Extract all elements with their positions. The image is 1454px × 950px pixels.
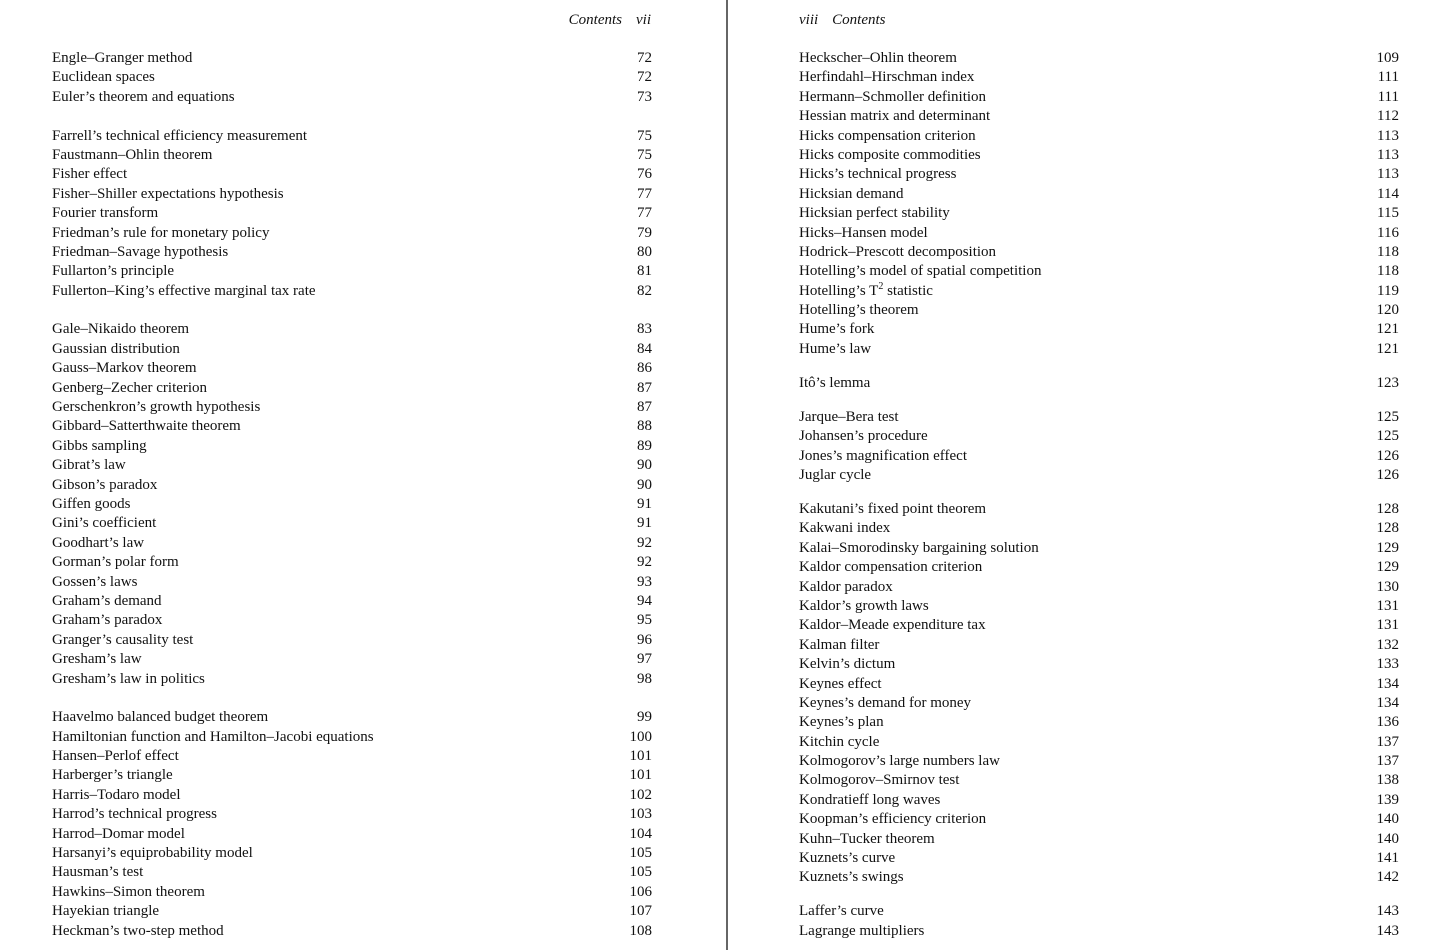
entry-title: Heckscher–Ohlin theorem bbox=[799, 50, 957, 66]
right-header-page-number: viii bbox=[799, 12, 819, 28]
contents-entry[interactable] bbox=[52, 340, 652, 359]
entry-title: Harberger’s triangle bbox=[52, 767, 173, 784]
entry-page-number: 87 bbox=[637, 379, 652, 396]
entry-title: Hausman’s test bbox=[52, 864, 144, 881]
entry-title: Fisher–Shiller expectations hypothesis bbox=[52, 185, 284, 202]
right-contents-list bbox=[799, 49, 1399, 941]
contents-group bbox=[52, 708, 652, 941]
entry-title: Fullarton’s principle bbox=[52, 263, 175, 280]
entry-page-number: 101 bbox=[629, 767, 652, 784]
contents-entry[interactable] bbox=[52, 883, 652, 902]
contents-entry[interactable] bbox=[799, 539, 1399, 558]
left-contents-list bbox=[52, 49, 652, 941]
entry-page-number: 95 bbox=[637, 612, 652, 629]
left-header-label: Contents bbox=[568, 12, 622, 28]
entry-page-number: 107 bbox=[629, 903, 652, 920]
contents-entry[interactable] bbox=[799, 49, 1399, 68]
contents-entry[interactable] bbox=[799, 578, 1399, 597]
entry-title: Hicks compensation criterion bbox=[799, 127, 976, 144]
entry-title: Gibbs sampling bbox=[52, 437, 147, 454]
entry-page-number: 72 bbox=[637, 69, 652, 86]
contents-entry[interactable] bbox=[52, 127, 652, 146]
entry-title: Hotelling’s model of spatial competition bbox=[799, 263, 1042, 280]
entry-title: Engle–Granger method bbox=[52, 50, 193, 66]
entry-page-number: 80 bbox=[637, 243, 652, 260]
right-running-head bbox=[799, 12, 886, 29]
entry-title: Kaldor–Meade expenditure tax bbox=[799, 617, 986, 634]
entry-page-number: 138 bbox=[1376, 772, 1399, 789]
entry-page-number: 77 bbox=[637, 205, 652, 222]
entry-page-number: 90 bbox=[637, 457, 652, 474]
entry-page-number: 121 bbox=[1376, 321, 1399, 338]
entry-page-number: 105 bbox=[629, 864, 652, 881]
contents-entry[interactable] bbox=[52, 398, 652, 417]
contents-entry[interactable] bbox=[52, 786, 652, 805]
contents-entry[interactable] bbox=[799, 282, 1399, 301]
contents-entry[interactable] bbox=[799, 107, 1399, 126]
contents-entry[interactable] bbox=[52, 185, 652, 204]
entry-page-number: 142 bbox=[1376, 869, 1399, 886]
entry-title: Gini’s coefficient bbox=[52, 515, 157, 532]
entry-title: Harrod’s technical progress bbox=[52, 806, 217, 823]
entry-title: Kakwani index bbox=[799, 520, 891, 537]
contents-entry[interactable] bbox=[52, 553, 652, 572]
entry-title: Jarque–Bera test bbox=[799, 408, 899, 425]
entry-page-number: 132 bbox=[1376, 636, 1399, 653]
entry-page-number: 92 bbox=[637, 534, 652, 551]
entry-title: Hicks–Hansen model bbox=[799, 224, 928, 241]
right-header-label: Contents bbox=[832, 12, 886, 28]
contents-entry[interactable] bbox=[52, 708, 652, 727]
entry-page-number: 125 bbox=[1376, 408, 1399, 425]
entry-page-number: 123 bbox=[1376, 374, 1399, 391]
contents-entry[interactable] bbox=[799, 224, 1399, 243]
contents-entry[interactable] bbox=[799, 791, 1399, 810]
entry-title: Friedman’s rule for monetary policy bbox=[52, 224, 270, 241]
entry-title: Goodhart’s law bbox=[52, 534, 145, 551]
entry-title: Keynes’s demand for money bbox=[799, 694, 972, 711]
entry-page-number: 79 bbox=[637, 224, 652, 241]
group-gap bbox=[52, 301, 652, 320]
contents-entry[interactable] bbox=[52, 456, 652, 475]
contents-entry[interactable] bbox=[799, 849, 1399, 868]
entry-title: Euler’s theorem and equations bbox=[52, 88, 235, 105]
left-running-head bbox=[569, 12, 651, 29]
contents-entry[interactable] bbox=[799, 204, 1399, 223]
entry-page-number: 87 bbox=[637, 399, 652, 416]
entry-page-number: 104 bbox=[629, 825, 652, 842]
entry-title: Gresham’s law bbox=[52, 651, 142, 668]
entry-page-number: 128 bbox=[1376, 500, 1399, 517]
entry-page-number: 140 bbox=[1376, 811, 1399, 828]
entry-page-number: 91 bbox=[637, 495, 652, 512]
entry-page-number: 131 bbox=[1376, 597, 1399, 614]
entry-page-number: 105 bbox=[629, 845, 652, 862]
entry-title: Harsanyi’s equiprobability model bbox=[52, 845, 253, 862]
entry-page-number: 81 bbox=[637, 263, 652, 280]
entry-title: Gerschenkron’s growth hypothesis bbox=[52, 399, 261, 416]
entry-title: Hotelling’s theorem bbox=[799, 302, 919, 319]
entry-page-number: 94 bbox=[637, 592, 652, 609]
entry-page-number: 126 bbox=[1376, 467, 1399, 483]
contents-entry[interactable] bbox=[52, 844, 652, 863]
contents-group bbox=[799, 374, 1399, 393]
entry-title: Hayekian triangle bbox=[52, 903, 160, 920]
entry-title: Fullerton–King’s effective marginal tax rate bbox=[52, 282, 316, 299]
contents-entry[interactable] bbox=[799, 902, 1399, 921]
contents-entry[interactable] bbox=[799, 771, 1399, 790]
group-gap bbox=[799, 359, 1399, 374]
entry-title: Gauss–Markov theorem bbox=[52, 360, 197, 377]
entry-page-number: 139 bbox=[1376, 791, 1399, 808]
entry-title: Jones’s magnification effect bbox=[799, 447, 968, 464]
entry-page-number: 90 bbox=[637, 476, 652, 493]
entry-page-number: 140 bbox=[1376, 830, 1399, 847]
entry-page-number: 120 bbox=[1376, 302, 1399, 319]
entry-title: Fourier transform bbox=[52, 205, 159, 222]
contents-entry[interactable] bbox=[799, 262, 1399, 281]
entry-title: Giffen goods bbox=[52, 495, 131, 512]
entry-title: Hicks’s technical progress bbox=[799, 166, 957, 183]
entry-title: Hermann–Schmoller definition bbox=[799, 88, 987, 105]
contents-entry[interactable] bbox=[799, 301, 1399, 320]
contents-entry[interactable] bbox=[799, 830, 1399, 849]
contents-entry[interactable] bbox=[799, 427, 1399, 446]
contents-entry[interactable] bbox=[799, 68, 1399, 87]
contents-entry[interactable] bbox=[52, 825, 652, 844]
contents-entry[interactable] bbox=[52, 670, 652, 689]
contents-entry[interactable] bbox=[52, 417, 652, 436]
contents-group bbox=[52, 49, 652, 107]
contents-entry[interactable] bbox=[52, 437, 652, 456]
left-header-page-number: vii bbox=[636, 12, 651, 28]
entry-title: Gibson’s paradox bbox=[52, 476, 158, 493]
entry-page-number: 136 bbox=[1376, 714, 1399, 731]
entry-title: Itô’s lemma bbox=[799, 374, 871, 391]
entry-title: Hicksian perfect stability bbox=[799, 205, 950, 222]
contents-group bbox=[52, 320, 652, 688]
entry-page-number: 130 bbox=[1376, 578, 1399, 595]
entry-title: Laffer’s curve bbox=[799, 903, 884, 920]
group-gap bbox=[799, 888, 1399, 903]
contents-entry[interactable] bbox=[52, 476, 652, 495]
entry-title: Koopman’s efficiency criterion bbox=[799, 811, 987, 828]
contents-entry[interactable] bbox=[52, 863, 652, 882]
entry-title: Kolmogorov–Smirnov test bbox=[799, 772, 960, 789]
entry-title: Kakutani’s fixed point theorem bbox=[799, 500, 987, 517]
contents-group bbox=[799, 301, 1399, 359]
entry-title: Friedman–Savage hypothesis bbox=[52, 243, 229, 260]
entry-title: Farrell’s technical efficiency measurement bbox=[52, 127, 308, 144]
entry-title: Kalman filter bbox=[799, 636, 880, 653]
entry-title: Haavelmo balanced budget theorem bbox=[52, 709, 269, 726]
contents-entry[interactable] bbox=[799, 810, 1399, 829]
contents-entry[interactable] bbox=[52, 204, 652, 223]
entry-title: Juglar cycle bbox=[799, 467, 872, 483]
entry-page-number: 121 bbox=[1376, 340, 1399, 357]
entry-title bbox=[799, 282, 933, 301]
entry-page-number: 88 bbox=[637, 418, 652, 435]
contents-entry[interactable] bbox=[799, 616, 1399, 635]
entry-title: Gaussian distribution bbox=[52, 340, 180, 357]
contents-entry[interactable] bbox=[52, 805, 652, 824]
entry-title: Hansen–Perlof effect bbox=[52, 748, 179, 765]
entry-page-number: 99 bbox=[637, 709, 652, 726]
entry-page-number: 73 bbox=[637, 88, 652, 105]
entry-title: Hodrick–Prescott decomposition bbox=[799, 243, 997, 260]
entry-title: Keynes effect bbox=[799, 675, 882, 692]
entry-title: Harris–Todaro model bbox=[52, 786, 181, 803]
contents-entry[interactable] bbox=[799, 447, 1399, 466]
contents-entry[interactable] bbox=[799, 185, 1399, 204]
entry-title: Gresham’s law in politics bbox=[52, 670, 205, 687]
entry-page-number: 91 bbox=[637, 515, 652, 532]
entry-title: Kitchin cycle bbox=[799, 733, 880, 750]
contents-entry[interactable] bbox=[799, 519, 1399, 538]
entry-title: Faustmann–Ohlin theorem bbox=[52, 146, 213, 163]
contents-entry[interactable] bbox=[799, 127, 1399, 146]
entry-title: Heckman’s two-step method bbox=[52, 922, 224, 939]
entry-page-number: 113 bbox=[1377, 166, 1399, 183]
entry-title: Kuznets’s swings bbox=[799, 869, 904, 886]
entry-title: Harrod–Domar model bbox=[52, 825, 185, 842]
contents-entry[interactable] bbox=[52, 650, 652, 669]
entry-page-number: 92 bbox=[637, 554, 652, 571]
entry-page-number: 143 bbox=[1376, 922, 1399, 939]
entry-title: Granger’s causality test bbox=[52, 631, 194, 648]
entry-page-number: 76 bbox=[637, 166, 652, 183]
contents-entry[interactable] bbox=[799, 320, 1399, 339]
contents-entry[interactable] bbox=[799, 374, 1399, 393]
entry-page-number: 113 bbox=[1377, 127, 1399, 144]
entry-page-number: 100 bbox=[629, 728, 652, 745]
entry-page-number: 126 bbox=[1376, 447, 1399, 464]
entry-title: Hicks composite commodities bbox=[799, 146, 981, 163]
entry-page-number: 111 bbox=[1377, 88, 1399, 105]
group-gap bbox=[52, 107, 652, 126]
contents-entry[interactable] bbox=[52, 728, 652, 747]
entry-page-number: 101 bbox=[629, 748, 652, 765]
contents-entry[interactable] bbox=[799, 597, 1399, 616]
contents-entry[interactable] bbox=[799, 408, 1399, 427]
contents-entry[interactable] bbox=[799, 713, 1399, 732]
contents-entry[interactable] bbox=[52, 88, 652, 107]
contents-entry[interactable] bbox=[52, 747, 652, 766]
entry-title: Kondratieff long waves bbox=[799, 791, 941, 808]
entry-title: Lagrange multipliers bbox=[799, 922, 925, 939]
entry-page-number: 75 bbox=[637, 146, 652, 163]
entry-page-number: 134 bbox=[1376, 675, 1399, 692]
entry-title: Kolmogorov’s large numbers law bbox=[799, 753, 1000, 770]
contents-entry[interactable] bbox=[52, 379, 652, 398]
contents-group bbox=[799, 49, 1399, 301]
contents-entry[interactable] bbox=[799, 466, 1399, 485]
entry-page-number: 137 bbox=[1376, 753, 1399, 770]
entry-title: Johansen’s procedure bbox=[799, 428, 928, 445]
entry-title: Hicksian demand bbox=[799, 185, 904, 202]
entry-page-number: 89 bbox=[637, 437, 652, 454]
contents-entry[interactable] bbox=[799, 694, 1399, 713]
contents-entry[interactable] bbox=[52, 611, 652, 630]
contents-entry[interactable] bbox=[52, 282, 652, 301]
entry-page-number: 115 bbox=[1377, 205, 1399, 222]
entry-page-number: 129 bbox=[1376, 559, 1399, 576]
contents-entry[interactable] bbox=[52, 262, 652, 281]
entry-page-number: 116 bbox=[1377, 224, 1399, 241]
entry-page-number: 125 bbox=[1376, 428, 1399, 445]
entry-title: Kaldor’s growth laws bbox=[799, 597, 929, 614]
entry-page-number: 102 bbox=[629, 786, 652, 803]
contents-entry[interactable] bbox=[52, 320, 652, 339]
entry-page-number: 114 bbox=[1377, 185, 1399, 202]
contents-entry[interactable] bbox=[52, 146, 652, 165]
entry-page-number: 106 bbox=[629, 883, 652, 900]
entry-title-suffix: statistic bbox=[883, 282, 933, 299]
group-gap bbox=[799, 485, 1399, 500]
entry-title: Kelvin’s dictum bbox=[799, 656, 896, 673]
contents-entry[interactable] bbox=[52, 224, 652, 243]
contents-entry[interactable] bbox=[799, 165, 1399, 184]
entry-title: Gibrat’s law bbox=[52, 457, 126, 474]
entry-title: Gossen’s laws bbox=[52, 573, 138, 590]
contents-entry[interactable] bbox=[799, 655, 1399, 674]
contents-entry[interactable] bbox=[52, 359, 652, 378]
contents-entry[interactable] bbox=[799, 500, 1399, 519]
entry-page-number: 103 bbox=[629, 806, 652, 823]
entry-title: Graham’s demand bbox=[52, 592, 162, 609]
contents-entry[interactable] bbox=[52, 49, 652, 68]
contents-group bbox=[52, 127, 652, 302]
entry-page-number: 118 bbox=[1377, 263, 1399, 280]
contents-entry[interactable] bbox=[799, 675, 1399, 694]
contents-entry[interactable] bbox=[52, 573, 652, 592]
contents-group bbox=[799, 500, 1399, 888]
contents-group bbox=[799, 902, 1399, 941]
contents-entry[interactable] bbox=[52, 592, 652, 611]
entry-title: Kalai–Smorodinsky bargaining solution bbox=[799, 539, 1039, 556]
entry-title: Kuznets’s curve bbox=[799, 850, 896, 867]
contents-entry[interactable] bbox=[799, 868, 1399, 887]
entry-page-number: 137 bbox=[1376, 733, 1399, 750]
entry-page-number: 112 bbox=[1377, 108, 1399, 125]
entry-page-number: 108 bbox=[629, 922, 652, 939]
contents-entry[interactable] bbox=[52, 165, 652, 184]
entry-title: Kaldor paradox bbox=[799, 578, 893, 595]
entry-page-number: 75 bbox=[637, 127, 652, 144]
entry-title: Gale–Nikaido theorem bbox=[52, 321, 190, 338]
contents-entry[interactable] bbox=[52, 68, 652, 87]
entry-title: Hawkins–Simon theorem bbox=[52, 883, 205, 900]
entry-page-number: 118 bbox=[1377, 243, 1399, 260]
entry-page-number: 143 bbox=[1376, 903, 1399, 920]
entry-page-number: 109 bbox=[1376, 50, 1399, 66]
entry-title: Fisher effect bbox=[52, 166, 128, 183]
entry-title: Hamiltonian function and Hamilton–Jacobi equations bbox=[52, 728, 374, 745]
entry-title: Hessian matrix and determinant bbox=[799, 108, 991, 125]
entry-title: Euclidean spaces bbox=[52, 69, 155, 86]
entry-page-number: 84 bbox=[637, 340, 652, 357]
contents-entry[interactable] bbox=[799, 243, 1399, 262]
entry-page-number: 82 bbox=[637, 282, 652, 299]
contents-entry[interactable] bbox=[799, 340, 1399, 359]
entry-page-number: 97 bbox=[637, 651, 652, 668]
contents-entry[interactable] bbox=[52, 766, 652, 785]
entry-page-number: 86 bbox=[637, 360, 652, 377]
entry-title: Hume’s fork bbox=[799, 321, 875, 338]
entry-page-number: 96 bbox=[637, 631, 652, 648]
entry-title: Herfindahl–Hirschman index bbox=[799, 69, 975, 86]
contents-entry[interactable] bbox=[52, 922, 652, 941]
entry-title: Graham’s paradox bbox=[52, 612, 163, 629]
contents-entry[interactable] bbox=[799, 146, 1399, 165]
entry-page-number: 119 bbox=[1377, 282, 1399, 299]
entry-page-number: 98 bbox=[637, 670, 652, 687]
contents-entry[interactable] bbox=[52, 534, 652, 553]
group-gap bbox=[52, 689, 652, 708]
entry-page-number: 72 bbox=[637, 50, 652, 66]
entry-title: Kaldor compensation criterion bbox=[799, 559, 983, 576]
entry-page-number: 129 bbox=[1376, 539, 1399, 556]
entry-title: Gorman’s polar form bbox=[52, 554, 179, 571]
entry-title: Hume’s law bbox=[799, 340, 872, 357]
entry-title-prefix: Hotelling’s T bbox=[799, 282, 879, 299]
contents-entry[interactable] bbox=[799, 558, 1399, 577]
contents-entry[interactable] bbox=[52, 495, 652, 514]
entry-page-number: 77 bbox=[637, 185, 652, 202]
contents-entry[interactable] bbox=[799, 922, 1399, 941]
group-gap bbox=[799, 393, 1399, 408]
contents-entry[interactable] bbox=[799, 88, 1399, 107]
contents-entry[interactable] bbox=[799, 636, 1399, 655]
contents-entry[interactable] bbox=[52, 902, 652, 921]
contents-group bbox=[799, 408, 1399, 486]
right-page bbox=[728, 0, 1454, 950]
contents-entry[interactable] bbox=[52, 243, 652, 262]
entry-page-number: 111 bbox=[1377, 69, 1399, 86]
entry-page-number: 83 bbox=[637, 321, 652, 338]
entry-title: Keynes’s plan bbox=[799, 714, 884, 731]
entry-title: Kuhn–Tucker theorem bbox=[799, 830, 935, 847]
entry-page-number: 133 bbox=[1376, 656, 1399, 673]
entry-title: Genberg–Zecher criterion bbox=[52, 379, 208, 396]
entry-page-number: 128 bbox=[1376, 520, 1399, 537]
contents-entry[interactable] bbox=[799, 752, 1399, 771]
contents-entry[interactable] bbox=[52, 631, 652, 650]
entry-title: Gibbard–Satterthwaite theorem bbox=[52, 418, 241, 435]
entry-title-superscript: 2 bbox=[878, 280, 884, 292]
left-page bbox=[0, 0, 726, 950]
contents-entry[interactable] bbox=[799, 733, 1399, 752]
entry-page-number: 113 bbox=[1377, 146, 1399, 163]
entry-page-number: 131 bbox=[1376, 617, 1399, 634]
entry-page-number: 93 bbox=[637, 573, 652, 590]
entry-page-number: 141 bbox=[1376, 850, 1399, 867]
contents-entry[interactable] bbox=[52, 514, 652, 533]
entry-page-number: 134 bbox=[1376, 694, 1399, 711]
